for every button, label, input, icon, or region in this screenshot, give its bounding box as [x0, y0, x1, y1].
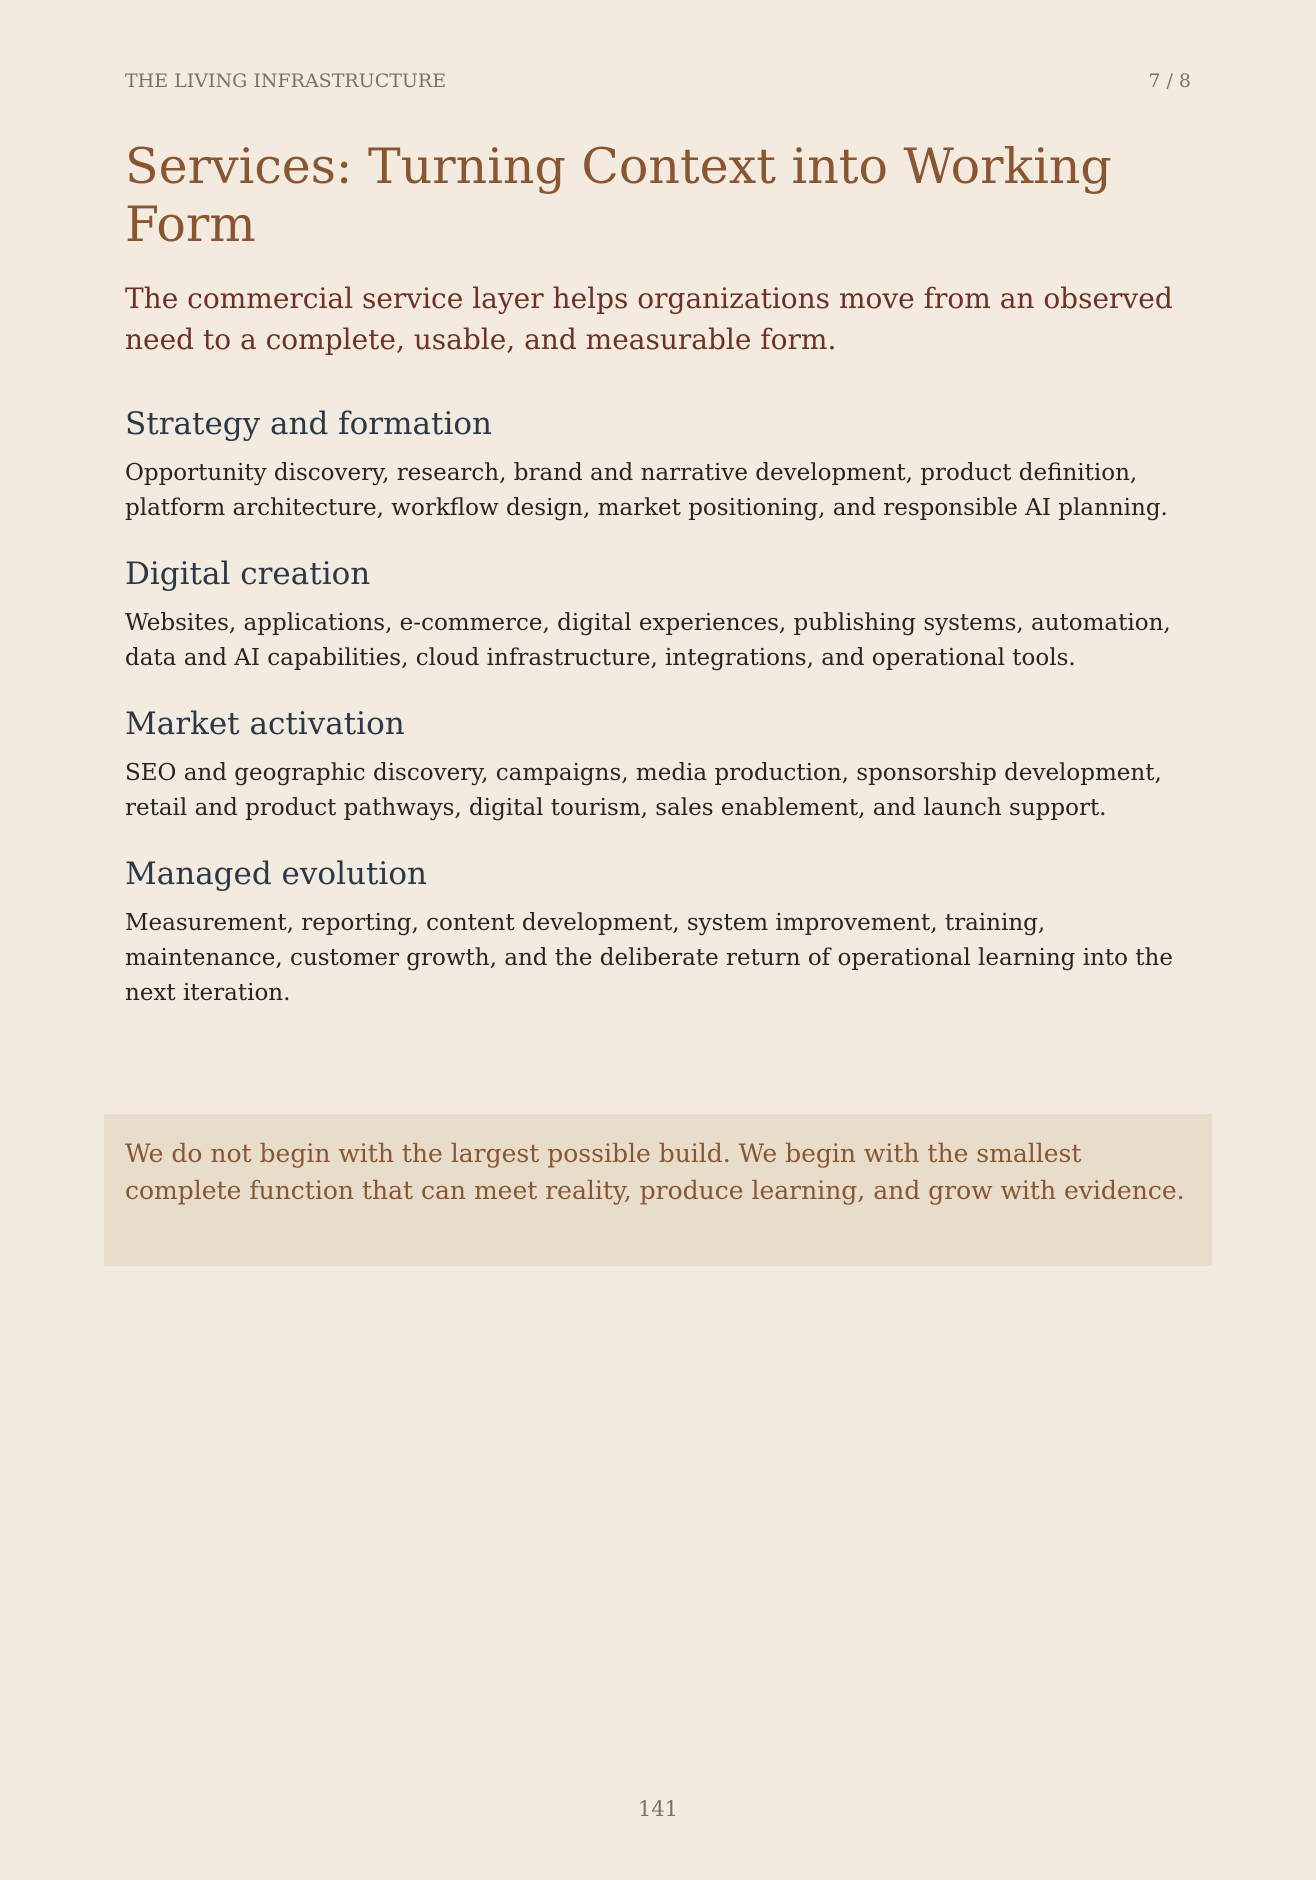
service-heading: Digital creation: [125, 556, 371, 592]
callout-box: [104, 1114, 1212, 1266]
service-description: SEO and geographic discovery, campaigns, media production, sponsorship development, retail and product pathways, digital tourism, sales enablement, and launch support.: [125, 760, 1162, 821]
service-strategy-and-formation: [125, 404, 1191, 526]
callout-text: We do not begin with the largest possible build. We begin with the smallest complete function that can meet reality, produce learning, and grow with evidence.: [125, 1139, 1185, 1205]
service-managed-evolution: [125, 854, 1191, 1011]
service-description: Websites, applications, e-commerce, digital experiences, publishing systems, automation, data and AI capabilities, cloud infrastructure, integrations, and operational tools.: [125, 610, 1171, 671]
page-title: Services: Turning Context into Working Form: [125, 138, 1112, 253]
service-digital-creation: [125, 554, 1191, 676]
main-content: [125, 138, 1191, 1011]
lead-paragraph: The commercial service layer helps organizations move from an observed need to a complete, usable, and measurable form.: [125, 282, 1173, 356]
book-title: THE LIVING INFRASTRUCTURE: [125, 70, 447, 92]
service-heading: Managed evolution: [125, 856, 427, 892]
service-description: Opportunity discovery, research, brand and narrative development, product definition, platform architecture, workflow design, market positioning, and responsible AI planning.: [125, 460, 1168, 521]
running-header: [125, 68, 1191, 94]
service-heading: Strategy and formation: [125, 406, 492, 442]
page-number: 141: [637, 1797, 679, 1821]
service-description: Measurement, reporting, content development, system improvement, training, maintenance, customer growth, and the deliberate return of operational learning into the next iteration.: [125, 910, 1173, 1006]
service-market-activation: [125, 704, 1191, 826]
chapter-progress: 7 / 8: [1148, 70, 1191, 92]
service-heading: Market activation: [125, 706, 405, 742]
